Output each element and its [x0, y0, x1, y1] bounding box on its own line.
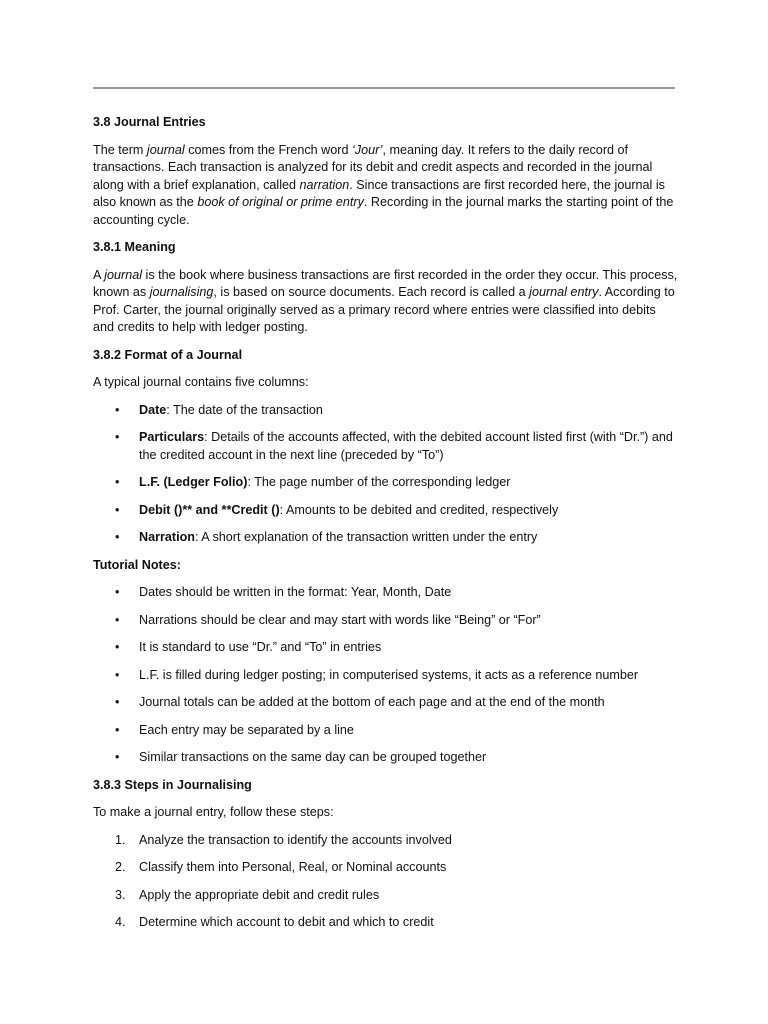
list-item: • Narration: A short explanation of the transaction written under the entry [93, 529, 678, 547]
step-number: 1. [115, 832, 126, 847]
list-item: • It is standard to use “Dr.” and “To” in entries [93, 639, 678, 657]
bullet-icon: • [115, 585, 120, 599]
step-number: 3. [115, 887, 126, 902]
bullet-icon: • [115, 640, 120, 654]
format-heading: 3.8.2 Format of a Journal [93, 347, 243, 362]
step-number: 4. [115, 915, 126, 929]
list-item: • Date: The date of the transaction [93, 402, 678, 420]
bullet-icon: • [115, 475, 120, 489]
steps-intro: To make a journal entry, follow these steps: [93, 805, 334, 819]
list-item: • Journal totals can be added at the bottom of each page and at the end of the month [93, 694, 678, 712]
header-rule [93, 87, 675, 89]
bullet-icon: • [115, 667, 120, 682]
bullet-icon: • [115, 722, 120, 737]
step-number: 2. [115, 860, 126, 874]
list-item: • L.F. is filled during ledger posting; in computerised systems, it acts as a reference number [93, 667, 678, 685]
meaning-heading: 3.8.1 Meaning [93, 240, 176, 254]
bullet-icon: • [115, 695, 120, 709]
steps-list [93, 832, 678, 932]
bullet-icon: • [115, 612, 120, 627]
list-item: • Each entry may be separated by a line [93, 722, 678, 740]
list-item: 4. Determine which account to debit and which to credit [93, 914, 678, 932]
list-item: • Similar transactions on the same day can be grouped together [93, 749, 678, 767]
list-item: 2. Classify them into Personal, Real, or Nominal accounts [93, 859, 678, 877]
journal-columns-list [93, 402, 678, 547]
list-item: • Debit ()** and **Credit (): Amounts to be debited and credited, respectively [93, 502, 678, 520]
list-item: • Particulars: Details of the accounts affected, with the debited account listed first (with “Dr.”) and the credited account in the next line (preceded by “To”) [115, 430, 673, 462]
bullet-icon: • [115, 430, 120, 444]
section-title: 3.8 Journal Entries [93, 115, 206, 129]
list-item: 3. Apply the appropriate debit and credit rules [93, 887, 678, 905]
list-item: 1. Analyze the transaction to identify the accounts involved [93, 832, 678, 850]
bullet-icon: • [115, 402, 120, 417]
tutorial-notes-list [93, 584, 678, 767]
document-body [93, 114, 678, 942]
list-item: • Dates should be written in the format: Year, Month, Date [93, 584, 678, 602]
list-item: • Narrations should be clear and may start with words like “Being” or “For” [93, 612, 678, 630]
tutorial-notes-heading: Tutorial Notes: [93, 557, 181, 572]
intro-paragraph: The term journal comes from the French word ‘Jour’, meaning day. It refers to the daily record of transactions. Each transaction is analyzed for its debit and credit aspects and recorded in the journal along with a brief explanation, called narration. Since transactions are first recorded here, the journal is also known as the book of original or prime entry. Recording in the journal marks the starting point of the accounting cycle. [93, 142, 674, 227]
steps-heading: 3.8.3 Steps in Journalising [93, 777, 252, 792]
meaning-paragraph: A journal is the book where business transactions are first recorded in the order they occur. This process, known as journalising, is based on source documents. Each record is called a journal entry. According to Prof. Carter, the journal originally served as a primary record where entries were classified into debits and credits to help with ledger posting. [93, 267, 678, 334]
bullet-icon: • [115, 530, 120, 544]
format-intro: A typical journal contains five columns: [93, 375, 309, 389]
bullet-icon: • [115, 502, 120, 517]
bullet-icon: • [115, 750, 120, 764]
list-item: • L.F. (Ledger Folio): The page number of the corresponding ledger [93, 474, 678, 492]
